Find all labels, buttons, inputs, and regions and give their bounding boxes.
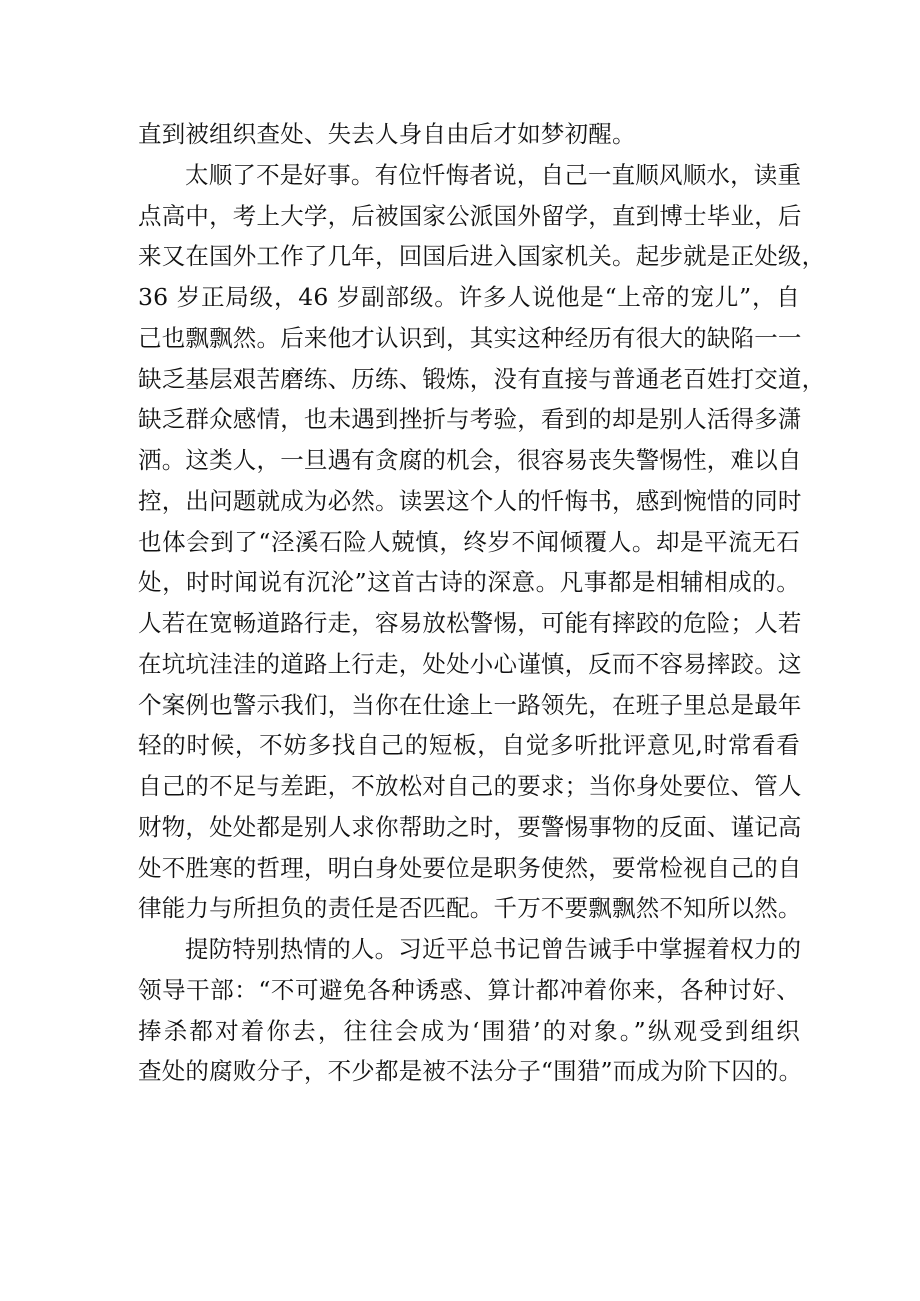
paragraph-line: 人若在宽畅道路行走，容易放松警惕，可能有摔跤的危险；人若 (138, 609, 802, 637)
paragraph-line: 洒。这类人，一旦遇有贪腐的机会，很容易丧失警惕性，难以自 (138, 446, 802, 474)
paragraph-line: 直到被组织查处、失去人身自由后才如梦初醒。 (138, 120, 636, 148)
paragraph-first-line: 提防特别热情的人。习近平总书记曾告诫手中掌握着权力的 (185, 935, 802, 963)
paragraph-line: 点高中，考上大学，后被国家公派国外留学，直到博士毕业，后 (138, 201, 802, 230)
paragraph-line: 也体会到了“泾溪石险人兢慎，终岁不闻倾覆人。却是平流无石 (138, 527, 800, 556)
paragraph-line: 领导干部：“不可避免各种诱惑、算计都冲着你来，各种讨好、 (138, 975, 800, 1004)
paragraph-line: 捧杀都对着你去，往往会成为‘围猎’的对象。”纵观受到组织 (138, 1016, 800, 1045)
paragraph-line: 财物，处处都是别人求你帮助之时，要警惕事物的反面、谨记高 (138, 812, 802, 841)
paragraph-line: 36 岁正局级，46 岁副部级。许多人说他是“上帝的宠儿”，自 (138, 283, 800, 311)
paragraph-first-line: 太顺了不是好事。有位忏悔者说，自己一直顺风顺水，读重 (185, 160, 802, 189)
paragraph-line: 缺乏基层艰苦磨练、历练、锻炼，没有直接与普通老百姓打交道， (138, 364, 826, 393)
paragraph-line: 缺乏群众感情，也未遇到挫折与考验，看到的却是别人活得多潇 (138, 405, 802, 434)
paragraph-line: 处，时时闻说有沉沦”这首古诗的深意。凡事都是相辅相成的。 (138, 568, 800, 597)
paragraph-line: 轻的时候，不妨多找自己的短板，自觉多听批评意见,时常看看 (138, 731, 800, 760)
paragraph-last-line: 查处的腐败分子，不少都是被不法分子“围猎”而成为阶下囚的。 (138, 1057, 803, 1086)
paragraph-line: 在坑坑洼洼的道路上行走，处处小心谨慎，反而不容易摔跤。这 (138, 649, 802, 678)
paragraph-line: 处不胜寒的哲理，明白身处要位是职务使然，要常检视自己的自 (138, 853, 802, 882)
paragraph-line: 个案例也警示我们，当你在仕途上一路领先，在班子里总是最年 (138, 690, 802, 719)
paragraph-line: 控，出问题就成为必然。读罢这个人的忏悔书，感到惋惜的同时 (138, 486, 802, 515)
body-text (138, 114, 826, 1092)
paragraph-last-line: 律能力与所担负的责任是否匹配。千万不要飘飘然不知所以然。 (138, 894, 802, 923)
paragraph-line: 己也飘飘然。后来他才认识到，其实这种经历有很大的缺陷一一 (138, 323, 802, 352)
paragraph-line: 来又在国外工作了几年，回国后进入国家机关。起步就是正处级， (138, 242, 826, 271)
paragraph-line: 自己的不足与差距，不放松对自己的要求；当你身处要位、管人 (138, 772, 802, 800)
